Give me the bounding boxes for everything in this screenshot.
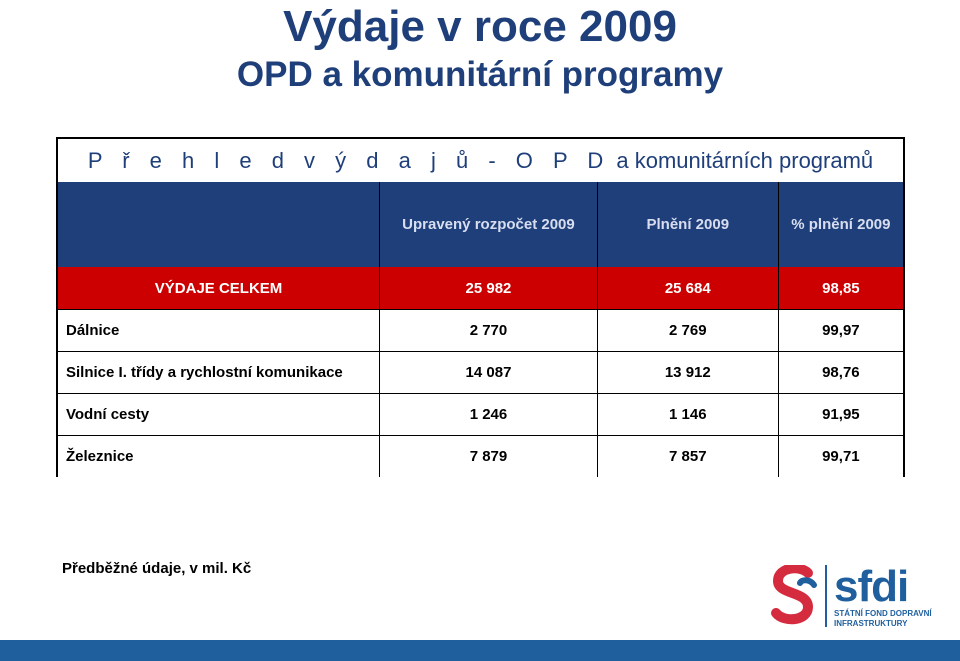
row-actual: 7 857 xyxy=(597,436,778,477)
table-caption-rest: a komunitárních programů xyxy=(610,148,874,173)
total-actual: 25 684 xyxy=(597,267,778,309)
footnote: Předběžné údaje, v mil. Kč xyxy=(62,560,252,577)
table-row xyxy=(58,309,903,351)
sfdi-mark-icon xyxy=(770,565,820,627)
row-label: Vodní cesty xyxy=(66,406,150,423)
row-label: Silnice I. třídy a rychlostní komunikace xyxy=(66,364,343,381)
row-percent: 99,71 xyxy=(778,436,903,477)
logo-line-1: STÁTNÍ FOND DOPRAVNÍ xyxy=(834,609,932,618)
row-budget: 2 770 xyxy=(379,310,597,351)
row-percent: 99,97 xyxy=(778,310,903,351)
page-subtitle: OPD a komunitární programy xyxy=(236,55,724,94)
row-actual: 2 769 xyxy=(597,310,778,351)
table-row xyxy=(58,351,903,393)
row-label: Železnice xyxy=(66,448,134,465)
table-row xyxy=(58,435,903,477)
row-percent: 91,95 xyxy=(778,394,903,435)
header-cell-label xyxy=(58,182,379,267)
bottom-bar xyxy=(0,640,960,661)
header-cell-percent: % plnění 2009 xyxy=(778,182,903,267)
table-caption xyxy=(58,139,903,182)
total-percent: 98,85 xyxy=(778,267,903,309)
logo-divider xyxy=(825,565,827,627)
logo-wordmark: sfdi xyxy=(834,562,909,611)
header-cell-budget: Upravený rozpočet 2009 xyxy=(379,182,597,267)
expenditure-table xyxy=(56,137,905,477)
header-cell-actual: Plnění 2009 xyxy=(597,182,778,267)
row-percent: 98,76 xyxy=(778,352,903,393)
row-label: Dálnice xyxy=(66,322,120,339)
total-label: VÝDAJE CELKEM xyxy=(154,279,283,297)
row-budget: 7 879 xyxy=(379,436,597,477)
logo-line-2: INFRASTRUKTURY xyxy=(834,619,908,628)
sfdi-logo xyxy=(770,562,950,630)
page-title: Výdaje v roce 2009 xyxy=(283,2,677,51)
table-header-row xyxy=(58,182,903,267)
table-caption-spaced: P ř e h l e d v ý d a j ů - O P D xyxy=(87,148,611,173)
total-budget: 25 982 xyxy=(379,267,597,309)
row-budget: 1 246 xyxy=(379,394,597,435)
row-budget: 14 087 xyxy=(379,352,597,393)
total-row xyxy=(58,267,903,309)
logo-text xyxy=(834,562,932,629)
table-row xyxy=(58,393,903,435)
row-actual: 1 146 xyxy=(597,394,778,435)
row-actual: 13 912 xyxy=(597,352,778,393)
